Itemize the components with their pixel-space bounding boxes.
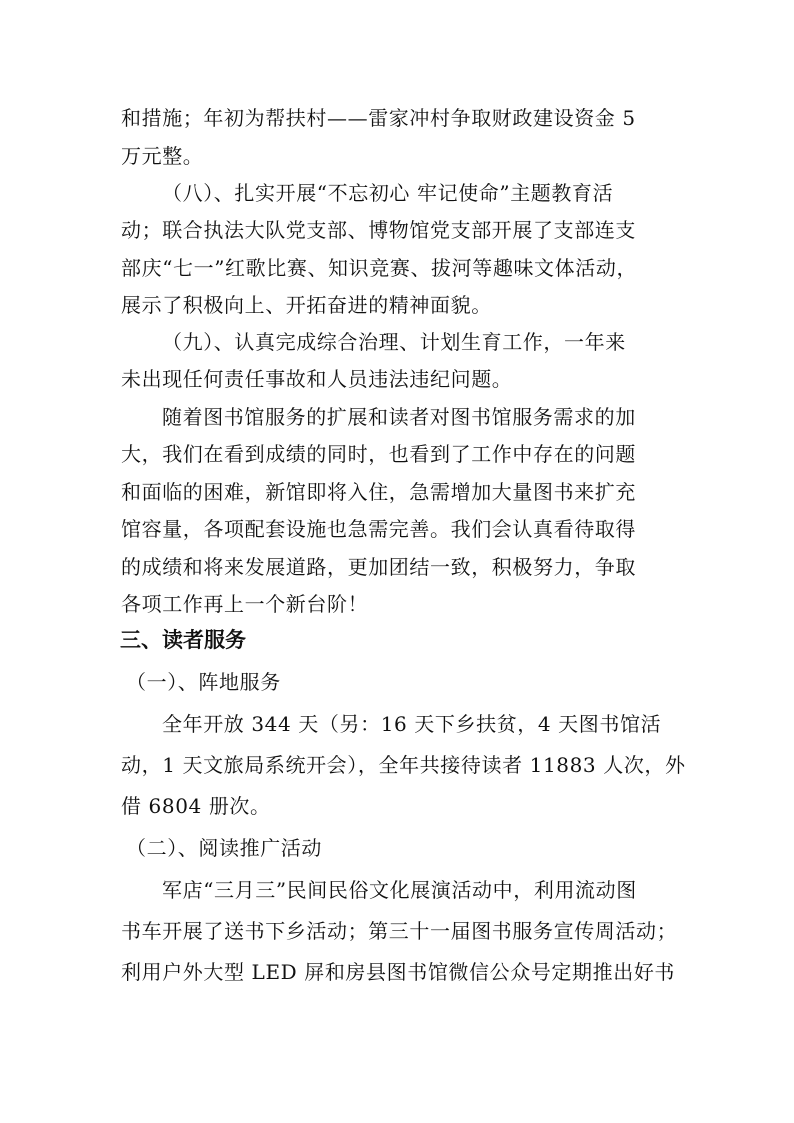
text-line: 书车开展了送书下乡活动；第三十一届图书服务宣传周活动； (121, 919, 678, 943)
text-line: 未出现任何责任事故和人员违法违纪问题。 (121, 367, 513, 391)
paragraph-line: 随着图书馆服务的扩展和读者对图书馆服务需求的加 (162, 405, 636, 429)
text-line: 和措施；年初为帮扶村——雷家冲村争取财政建设资金 5 (121, 106, 636, 130)
text-line: 动，1 天文旅局系统开会），全年共接待读者 11883 人次，外 (121, 753, 686, 777)
text-line: 部庆“七一”红歌比赛、知识竞赛、拔河等趣味文体活动， (121, 256, 638, 280)
text-line: 的成绩和将来发展道路，更加团结一致，积极努力，争取 (121, 555, 636, 579)
text-line: 馆容量，各项配套设施也急需完善。我们会认真看待取得 (121, 517, 636, 541)
subsection-heading: （一）、阵地服务 (126, 670, 281, 694)
text-line: 大，我们在看到成绩的同时，也看到了工作中存在的问题 (121, 442, 636, 466)
text-line: 动；联合执法大队党支部、博物馆党支部开展了支部连支 (121, 218, 636, 242)
subsection-heading: （二）、阅读推广活动 (126, 836, 322, 860)
text-line: 借 6804 册次。 (121, 794, 271, 818)
text-line: 和面临的困难，新馆即将入住，急需增加大量图书来扩充 (121, 480, 636, 504)
paragraph-line: 军店“三月三”民间民俗文化展演活动中，利用流动图 (162, 878, 637, 902)
section-9-line: （九）、认真完成综合治理、计划生育工作，一年来 (162, 330, 626, 354)
text-line: 展示了积极向上、开拓奋进的精神面貌。 (121, 293, 492, 317)
section-heading-reader-service: 三、读者服务 (120, 628, 246, 652)
text-line: 万元整。 (121, 144, 204, 168)
text-line: 利用户外大型 LED 屏和房县图书馆微信公众号定期推出好书 (121, 960, 676, 984)
text-line: 各项工作再上一个新台阶！ (121, 592, 369, 616)
section-8-line: （八）、扎实开展“不忘初心 牢记使命”主题教育活 (162, 181, 614, 205)
paragraph-line: 全年开放 344 天（另：16 天下乡扶贫，4 天图书馆活 (162, 712, 662, 736)
